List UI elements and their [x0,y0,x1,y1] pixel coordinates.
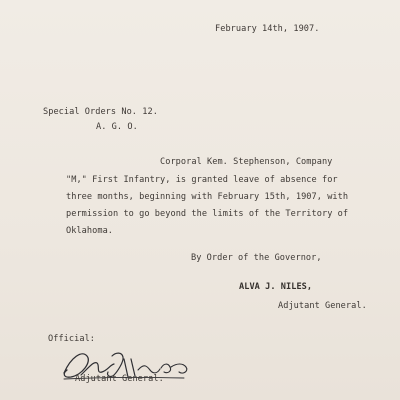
body-line-2: "M," First Infantry, is granted leave of absence for [66,175,338,185]
body-line-1: Corporal Kem. Stephenson, Company [160,157,333,167]
by-order-line: By Order of the Governor, [191,253,322,263]
office-line: A. G. O. [96,122,138,132]
official-title: Adjutant General. [75,374,164,384]
body-line-3: three months, beginning with February 15th, 1907, with [66,192,349,202]
body-line-5: Oklahoma. [66,226,114,236]
signer-title: Adjutant General. [278,301,367,311]
special-orders-line: Special Orders No. 12. [43,107,158,117]
body-line-4: permission to go beyond the limits of the Territory of [66,209,349,219]
official-label: Official: [48,334,96,344]
document-date: February 14th, 1907. [215,24,320,34]
signer-name: ALVA J. NILES, [239,282,313,292]
